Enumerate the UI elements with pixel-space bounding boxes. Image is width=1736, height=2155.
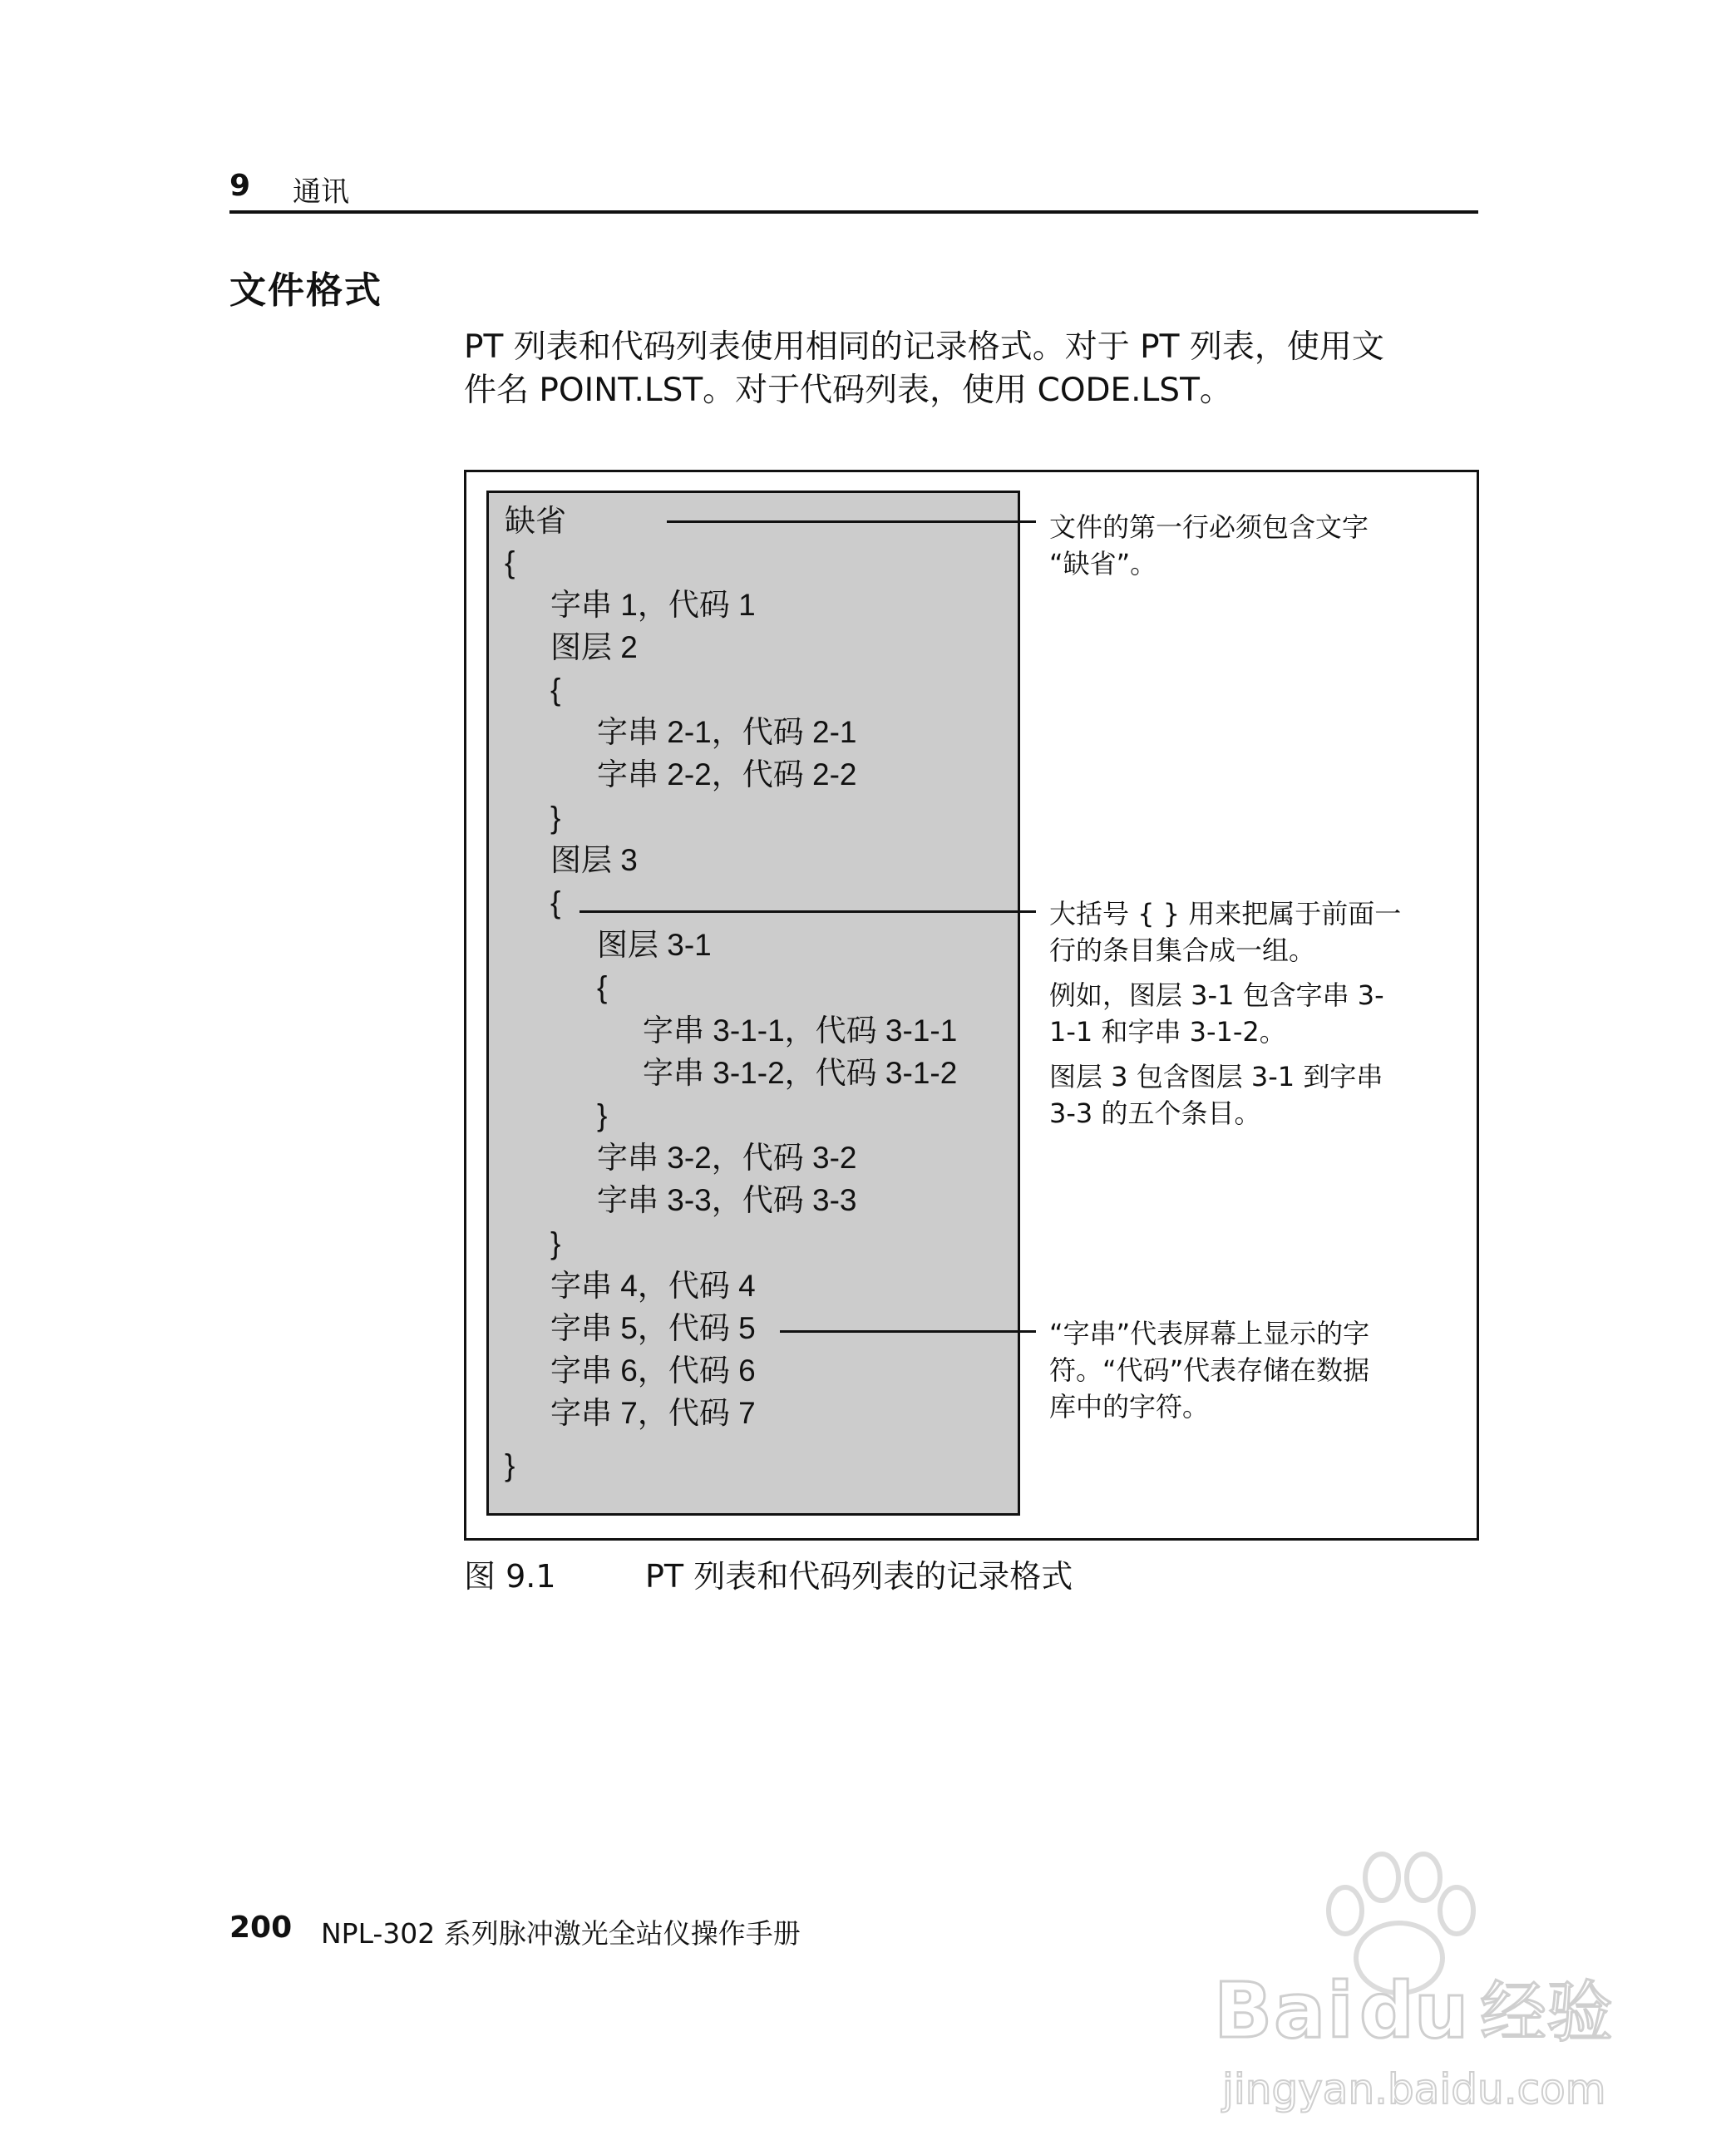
code-line: 字串 3-1-1，代码 3-1-1 xyxy=(643,1013,958,1048)
code-line: 字串 3-1-2，代码 3-1-2 xyxy=(643,1056,958,1090)
leader-line-first-line-ext xyxy=(1016,520,1036,523)
intro-line: PT 列表和代码列表使用相同的记录格式。对于 PT 列表，使用文 xyxy=(464,328,1384,366)
code-line: { xyxy=(505,545,515,579)
leader-line-first-line xyxy=(667,520,1016,523)
code-line: 图层 3-1 xyxy=(597,928,712,962)
code-line: } xyxy=(550,1226,561,1260)
code-line: 图层 3 xyxy=(550,843,638,877)
code-line: } xyxy=(597,1098,608,1132)
annotation-line: 大括号 { } 用来把属于前面一 xyxy=(1049,898,1402,930)
svg-text:经验: 经验 xyxy=(1480,1974,1613,2051)
paw-toe-icon xyxy=(1365,1854,1398,1901)
code-line: 字串 7，代码 7 xyxy=(550,1396,756,1430)
code-line: 字串 1，代码 1 xyxy=(550,588,756,622)
svg-text:du: du xyxy=(1359,1966,1469,2055)
code-line: } xyxy=(550,801,561,835)
paw-toe-icon xyxy=(1329,1887,1362,1934)
paw-toe-icon xyxy=(1440,1887,1473,1934)
code-line: } xyxy=(505,1448,515,1482)
intro-paragraph xyxy=(464,326,1483,412)
book-title: NPL-302 系列脉冲激光全站仪操作手册 xyxy=(321,1917,801,1950)
chapter-title: 通讯 xyxy=(293,175,349,209)
header-rule xyxy=(229,210,1478,214)
code-line: 图层 2 xyxy=(550,630,638,664)
code-line: 字串 3-2，代码 3-2 xyxy=(597,1141,857,1175)
annotation-line: 行的条目集合成一组。 xyxy=(1049,934,1316,966)
leader-line-string-code xyxy=(780,1330,1036,1333)
svg-text:Bai: Bai xyxy=(1214,1966,1355,2055)
figure-caption xyxy=(464,1551,1073,1596)
annotation-line: “字串”代表屏幕上显示的字 xyxy=(1049,1318,1370,1349)
page-number: 200 xyxy=(229,1911,293,1945)
code-line: 缺省 xyxy=(505,504,566,538)
code-line: { xyxy=(550,885,561,920)
annotation-line: 符。“代码”代表存储在数据 xyxy=(1049,1354,1370,1386)
paw-toe-icon xyxy=(1407,1854,1440,1901)
code-line: 字串 2-2，代码 2-2 xyxy=(597,757,857,791)
annotation-line: “缺省”。 xyxy=(1049,548,1157,579)
code-line: 字串 6，代码 6 xyxy=(550,1354,756,1388)
code-line: { xyxy=(597,970,608,1004)
annotation-line: 3-3 的五个条目。 xyxy=(1049,1097,1261,1129)
intro-line: 件名 POINT.LST。对于代码列表，使用 CODE.LST。 xyxy=(464,372,1232,409)
annotation-line: 文件的第一行必须包含文字 xyxy=(1049,511,1369,543)
caption-number: 图 9.1 xyxy=(464,1558,556,1595)
svg-text:jingyan.baidu.com: jingyan.baidu.com xyxy=(1222,2065,1606,2113)
leader-line-braces xyxy=(579,910,1036,913)
code-line: 字串 2-1，代码 2-1 xyxy=(597,715,857,749)
annotation-line: 库中的字符。 xyxy=(1049,1391,1210,1423)
annotation-line: 例如，图层 3-1 包含字串 3- xyxy=(1049,979,1384,1011)
code-line: 字串 5，代码 5 xyxy=(550,1311,756,1345)
annotation-line: 1-1 和字串 3-1-2。 xyxy=(1049,1016,1286,1048)
caption-text: PT 列表和代码列表的记录格式 xyxy=(645,1558,1073,1595)
code-line: 字串 4，代码 4 xyxy=(550,1269,756,1303)
code-line: 字串 3-3，代码 3-3 xyxy=(597,1183,857,1217)
annotation-braces xyxy=(1049,895,1465,1140)
annotation-string-code xyxy=(1049,1315,1465,1425)
annotation-line: 图层 3 包含图层 3-1 到字串 xyxy=(1049,1061,1383,1092)
code-line: { xyxy=(550,673,561,707)
annotation-first-line xyxy=(1049,509,1465,582)
section-title: 文件格式 xyxy=(229,269,382,312)
chapter-number: 9 xyxy=(229,169,251,203)
baidu-jingyan-watermark xyxy=(1197,1812,1630,2128)
